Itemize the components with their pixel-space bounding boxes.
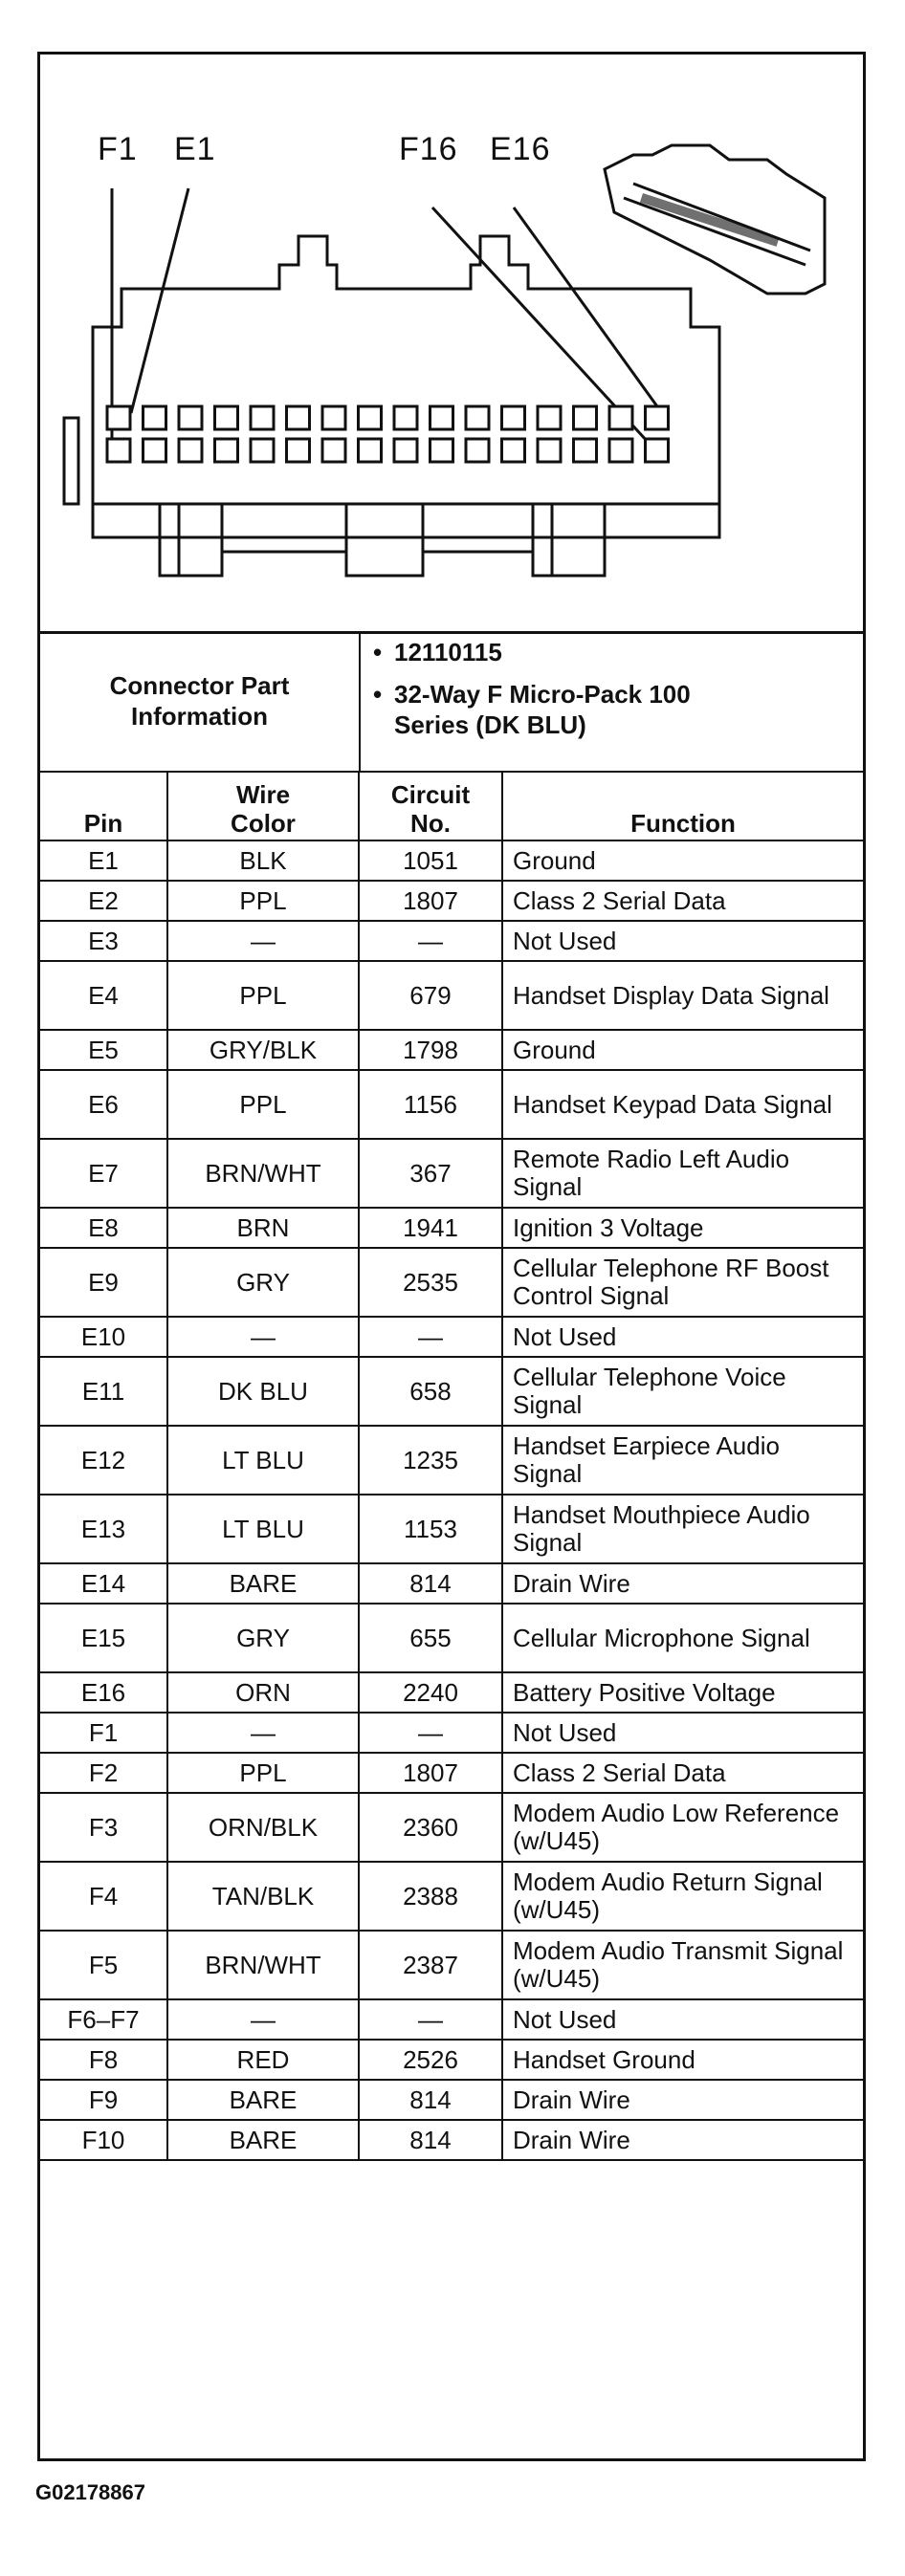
circuit-cell: 814 — [359, 2120, 502, 2160]
function-cell: Battery Positive Voltage — [502, 1672, 863, 1713]
header-wire-color: Wire Color — [167, 772, 359, 840]
pin-cavity — [143, 406, 166, 429]
pin-cell: F4 — [40, 1862, 167, 1931]
function-cell: Cellular Telephone RF Boost Control Signal — [502, 1248, 863, 1317]
connector-diagram — [40, 55, 863, 634]
wire-color-cell: PPL — [167, 1070, 359, 1139]
pin-cavity — [215, 406, 238, 429]
pin-cavity — [538, 439, 561, 462]
pin-cell: E7 — [40, 1139, 167, 1208]
pin-cavity — [287, 439, 310, 462]
label-f16: F16 — [399, 131, 458, 167]
function-cell: Not Used — [502, 1999, 863, 2040]
pin-cell: F1 — [40, 1713, 167, 1753]
wire-color-cell: BRN/WHT — [167, 1931, 359, 1999]
circuit-cell: 1798 — [359, 1030, 502, 1070]
wire-color-cell: BARE — [167, 2120, 359, 2160]
wire-color-cell: TAN/BLK — [167, 1862, 359, 1931]
circuit-cell: 658 — [359, 1357, 502, 1426]
function-cell: Ignition 3 Voltage — [502, 1208, 863, 1248]
wire-color-cell: DK BLU — [167, 1357, 359, 1426]
function-cell: Drain Wire — [502, 2080, 863, 2120]
circuit-cell: 1051 — [359, 840, 502, 881]
function-cell: Not Used — [502, 921, 863, 961]
pin-cell: E11 — [40, 1357, 167, 1426]
wire-color-cell: — — [167, 1999, 359, 2040]
wire-color-cell: PPL — [167, 881, 359, 921]
pin-cell: E8 — [40, 1208, 167, 1248]
table-row — [40, 1426, 863, 1495]
wire-color-cell: GRY/BLK — [167, 1030, 359, 1070]
circuit-cell: 1235 — [359, 1426, 502, 1495]
circuit-cell: 1807 — [359, 881, 502, 921]
table-row — [40, 961, 863, 1030]
pin-cavity — [574, 439, 597, 462]
connector-part-info — [40, 631, 863, 773]
wire-color-cell: BRN — [167, 1208, 359, 1248]
table-header-row — [40, 772, 863, 840]
function-cell: Not Used — [502, 1317, 863, 1357]
circuit-cell: 2387 — [359, 1931, 502, 1999]
pin-cavity — [538, 406, 561, 429]
circuit-cell: 814 — [359, 1563, 502, 1604]
circuit-cell: 367 — [359, 1139, 502, 1208]
connector-sheet — [37, 52, 866, 2461]
table-row — [40, 1317, 863, 1357]
function-cell: Cellular Microphone Signal — [502, 1604, 863, 1672]
circuit-cell: 2388 — [359, 1862, 502, 1931]
table-row — [40, 1604, 863, 1672]
pin-cell: E16 — [40, 1672, 167, 1713]
table-row — [40, 2080, 863, 2120]
table-row — [40, 1713, 863, 1753]
circuit-cell: — — [359, 1999, 502, 2040]
function-cell: Handset Mouthpiece Audio Signal — [502, 1495, 863, 1563]
function-cell: Ground — [502, 1030, 863, 1070]
connector-type: • 32-Way F Micro-Pack 100 Series (DK BLU) — [373, 680, 691, 739]
label-e16: E16 — [490, 131, 551, 167]
pin-cavity — [322, 439, 345, 462]
pin-cell: E14 — [40, 1563, 167, 1604]
pin-cell: F10 — [40, 2120, 167, 2160]
wire-color-cell: PPL — [167, 1753, 359, 1793]
pin-cell: E5 — [40, 1030, 167, 1070]
circuit-cell: 2535 — [359, 1248, 502, 1317]
wire-color-cell: RED — [167, 2040, 359, 2080]
part-number: • 12110115 — [373, 638, 502, 666]
pin-cavity — [430, 406, 453, 429]
circuit-cell: 1153 — [359, 1495, 502, 1563]
wire-color-cell: BLK — [167, 840, 359, 881]
pin-cavity — [179, 406, 202, 429]
pin-cell: E6 — [40, 1070, 167, 1139]
pin-cell: E4 — [40, 961, 167, 1030]
function-cell: Not Used — [502, 1713, 863, 1753]
function-cell: Remote Radio Left Audio Signal — [502, 1139, 863, 1208]
header-function: Function — [502, 772, 863, 840]
function-cell: Drain Wire — [502, 1563, 863, 1604]
wire-color-cell: GRY — [167, 1604, 359, 1672]
circuit-cell: — — [359, 921, 502, 961]
table-row — [40, 1862, 863, 1931]
function-cell: Handset Earpiece Audio Signal — [502, 1426, 863, 1495]
table-row — [40, 1030, 863, 1070]
pin-cavity — [359, 439, 382, 462]
wire-color-cell: BRN/WHT — [167, 1139, 359, 1208]
circuit-cell: 655 — [359, 1604, 502, 1672]
wire-color-cell: ORN — [167, 1672, 359, 1713]
table-row — [40, 1753, 863, 1793]
function-cell: Modem Audio Low Reference (w/U45) — [502, 1793, 863, 1862]
circuit-cell: 1941 — [359, 1208, 502, 1248]
function-cell: Handset Ground — [502, 2040, 863, 2080]
pin-cavity — [359, 406, 382, 429]
label-e1: E1 — [174, 131, 216, 167]
pin-cell: F2 — [40, 1753, 167, 1793]
pin-cell: E10 — [40, 1317, 167, 1357]
pin-cavity — [215, 439, 238, 462]
table-row — [40, 881, 863, 921]
function-cell: Class 2 Serial Data — [502, 881, 863, 921]
pin-cavity — [646, 439, 669, 462]
circuit-cell: 2240 — [359, 1672, 502, 1713]
pin-cell: F9 — [40, 2080, 167, 2120]
circuit-cell: 814 — [359, 2080, 502, 2120]
table-row — [40, 1495, 863, 1563]
table-row — [40, 1357, 863, 1426]
pin-cavity — [574, 406, 597, 429]
function-cell: Ground — [502, 840, 863, 881]
header-pin: Pin — [40, 772, 167, 840]
circuit-cell: 2526 — [359, 2040, 502, 2080]
function-cell: Cellular Telephone Voice Signal — [502, 1357, 863, 1426]
pin-cavity — [251, 439, 274, 462]
pin-cell: F8 — [40, 2040, 167, 2080]
pin-cell: E2 — [40, 881, 167, 921]
table-row — [40, 840, 863, 881]
function-cell: Class 2 Serial Data — [502, 1753, 863, 1793]
wire-color-cell: — — [167, 1317, 359, 1357]
function-cell: Drain Wire — [502, 2120, 863, 2160]
table-row — [40, 1070, 863, 1139]
pin-cavity — [430, 439, 453, 462]
pin-cavity — [609, 439, 632, 462]
function-cell: Modem Audio Transmit Signal (w/U45) — [502, 1931, 863, 1999]
table-row — [40, 921, 863, 961]
wire-color-cell: LT BLU — [167, 1426, 359, 1495]
wire-color-cell: — — [167, 1713, 359, 1753]
circuit-cell: 679 — [359, 961, 502, 1030]
pin-cavity — [287, 406, 310, 429]
pin-cell: E9 — [40, 1248, 167, 1317]
pin-cavity — [502, 406, 525, 429]
pin-cavity — [394, 439, 417, 462]
function-cell: Handset Keypad Data Signal — [502, 1070, 863, 1139]
table-row — [40, 1563, 863, 1604]
pin-cavity — [646, 406, 669, 429]
table-row — [40, 2120, 863, 2160]
pin-cavity — [394, 406, 417, 429]
label-f1: F1 — [98, 131, 138, 167]
table-row — [40, 1793, 863, 1862]
table-row — [40, 2040, 863, 2080]
pin-cell: E15 — [40, 1604, 167, 1672]
wire-color-cell: PPL — [167, 961, 359, 1030]
circuit-cell: 1156 — [359, 1070, 502, 1139]
pin-cell: E3 — [40, 921, 167, 961]
table-row — [40, 1999, 863, 2040]
table-row — [40, 1931, 863, 1999]
pin-cell: E13 — [40, 1495, 167, 1563]
wire-color-cell: BARE — [167, 2080, 359, 2120]
circuit-cell: — — [359, 1713, 502, 1753]
table-row — [40, 1208, 863, 1248]
pin-cavity — [502, 439, 525, 462]
pinout-table — [40, 771, 863, 2161]
wire-color-cell: BARE — [167, 1563, 359, 1604]
pin-cavity — [251, 406, 274, 429]
pin-cavity — [107, 406, 130, 429]
table-row — [40, 1248, 863, 1317]
header-circuit: Circuit No. — [359, 772, 502, 840]
circuit-cell: — — [359, 1317, 502, 1357]
pin-cavity — [143, 439, 166, 462]
pin-cell: E12 — [40, 1426, 167, 1495]
figure-code: G02178867 — [35, 2480, 145, 2504]
circuit-cell: 2360 — [359, 1793, 502, 1862]
wire-color-cell: ORN/BLK — [167, 1793, 359, 1862]
pin-cavity — [107, 439, 130, 462]
function-cell: Handset Display Data Signal — [502, 961, 863, 1030]
function-cell: Modem Audio Return Signal (w/U45) — [502, 1862, 863, 1931]
pin-cell: F6–F7 — [40, 1999, 167, 2040]
pin-cell: F3 — [40, 1793, 167, 1862]
pin-cavity — [609, 406, 632, 429]
table-row — [40, 1139, 863, 1208]
wire-color-cell: — — [167, 921, 359, 961]
pin-cavity — [322, 406, 345, 429]
table-row — [40, 1672, 863, 1713]
wire-color-cell: GRY — [167, 1248, 359, 1317]
pin-cell: F5 — [40, 1931, 167, 1999]
circuit-cell: 1807 — [359, 1753, 502, 1793]
pin-cavity — [466, 439, 489, 462]
connector-info-details — [373, 637, 719, 740]
connector-info-heading: Connector Part Information — [40, 631, 361, 771]
wire-color-cell: LT BLU — [167, 1495, 359, 1563]
pin-cavity — [179, 439, 202, 462]
pin-cell: E1 — [40, 840, 167, 881]
pin-cavity — [466, 406, 489, 429]
